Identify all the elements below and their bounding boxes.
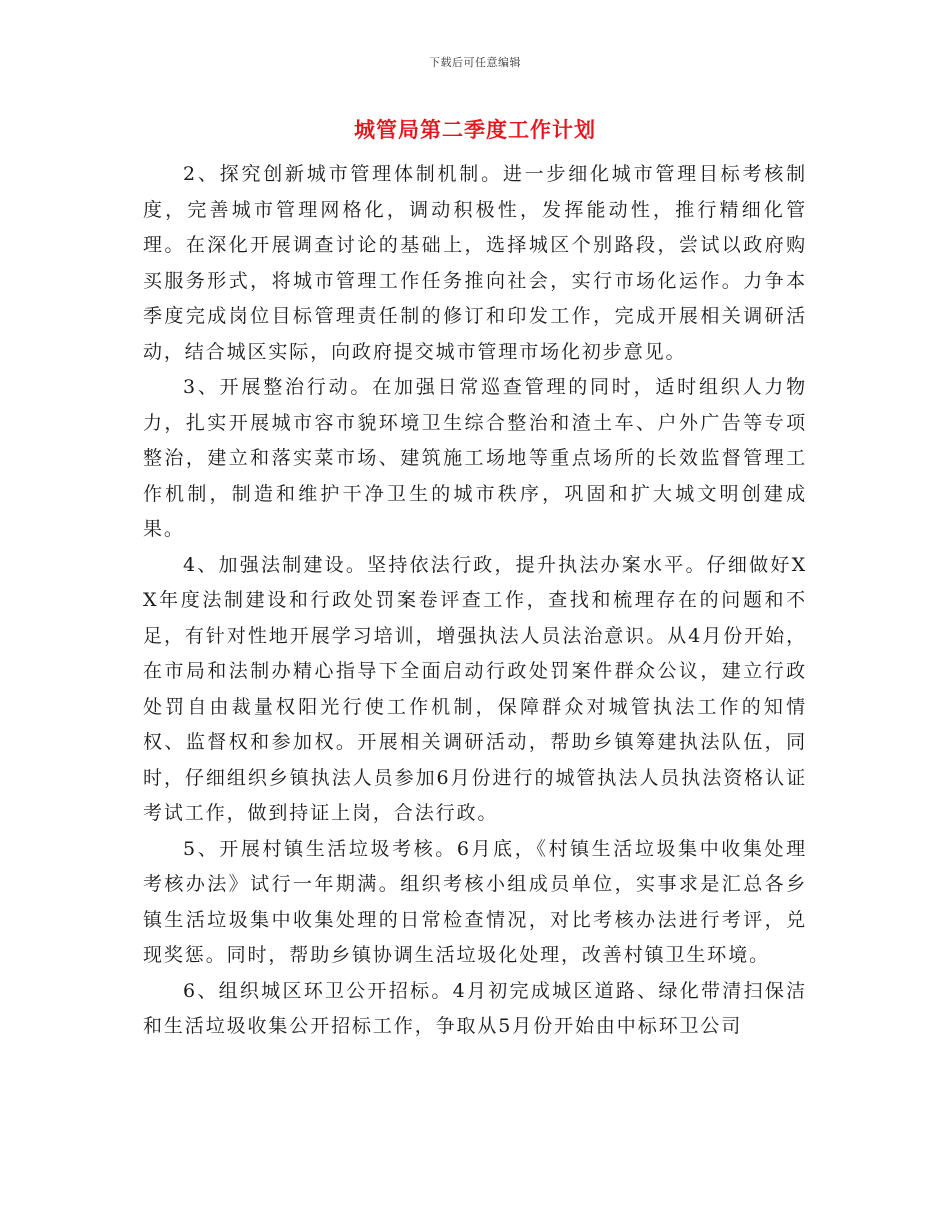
document-body bbox=[143, 157, 807, 1045]
document-title: 城管局第二季度工作计划 bbox=[354, 117, 596, 142]
paragraph-item-6: 6、组织城区环卫公开招标。4月初完成城区道路、绿化带清扫保洁和生活垃圾收集公开招标工作，争取从5月份开始由中标环卫公司 bbox=[143, 979, 807, 1037]
paragraph-item-5: 5、开展村镇生活垃圾考核。6月底，《村镇生活垃圾集中收集处理考核办法》试行一年期满。组织考核小组成员单位，实事求是汇总各乡镇生活垃圾集中收集处理的日常检查情况，对比考核办法进行考评，兑现奖惩。同时，帮助乡镇协调生活垃圾化处理，改善村镇卫生环境。 bbox=[143, 837, 807, 966]
paragraph-item-3: 3、开展整治行动。在加强日常巡查管理的同时，适时组织人力物力，扎实开展城市容市貌环境卫生综合整治和渣土车、户外广告等专项整治，建立和落实菜市场、建筑施工场地等重点场所的长效监督管理工作机制，制造和维护干净卫生的城市秩序，巩固和扩大城文明创建成果。 bbox=[143, 376, 807, 540]
header-note: 下载后可任意编辑 bbox=[429, 56, 521, 69]
paragraph-item-2: 2、探究创新城市管理体制机制。进一步细化城市管理目标考核制度，完善城市管理网格化，调动积极性，发挥能动性，推行精细化管理。在深化开展调查讨论的基础上，选择城区个别路段，尝试以政府购买服务形式，将城市管理工作任务推向社会，实行市场化运作。力争本季度完成岗位目标管理责任制的修订和印发工作，完成开展相关调研活动，结合城区实际，向政府提交城市管理市场化初步意见。 bbox=[143, 163, 807, 363]
paragraph-item-4: 4、加强法制建设。坚持依法行政，提升执法办案水平。仔细做好XX年度法制建设和行政处罚案卷评查工作，查找和梳理存在的问题和不足，有针对性地开展学习培训，增强执法人员法治意识。从4月份开始，在市局和法制办精心指导下全面启动行政处罚案件群众公议，建立行政处罚自由裁量权阳光行使工作机制，保障群众对城管执法工作的知情权、监督权和参加权。开展相关调研活动，帮助乡镇筹建执法队伍，同时，仔细组织乡镇执法人员参加6月份进行的城管执法人员执法资格认证考试工作，做到持证上岗，合法行政。 bbox=[143, 553, 807, 824]
